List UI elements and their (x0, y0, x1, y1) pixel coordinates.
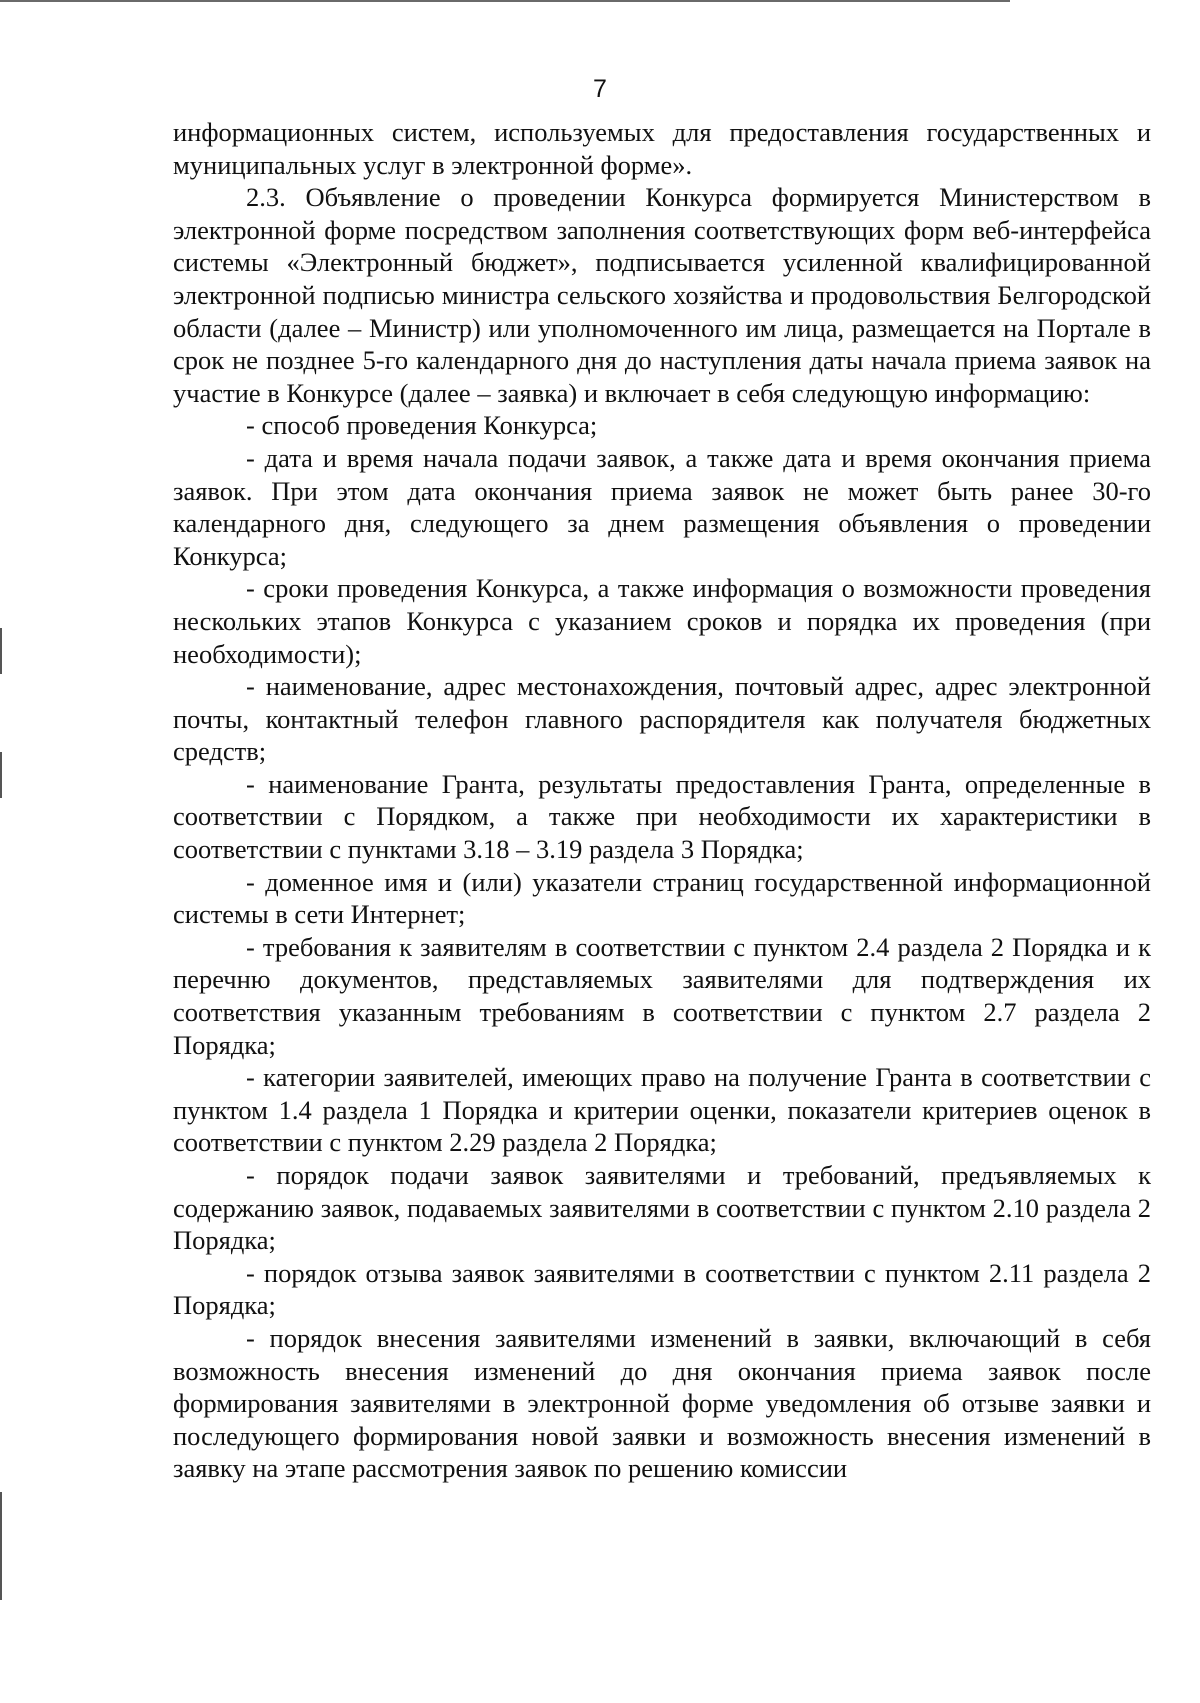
list-item: - категории заявителей, имеющих право на получение Гранта в соответствии с пунктом 1.4 раздела 1 Порядка и критерии оценки, показатели критериев оценок в соответствии с пунктом 2.29 раздела 2 Порядка; (173, 1062, 1151, 1158)
list-item: - наименование Гранта, результаты предоставления Гранта, определенные в соответствии с Порядком, а также при необходимости их характеристики в соответствии с пунктами 3.18 – 3.19 раздела 3 Порядка; (173, 768, 1151, 865)
list-item: - доменное имя и (или) указатели страниц государственной информационной системы в сети Интернет; (173, 866, 1151, 930)
document-body (173, 116, 1151, 1485)
list-item: - порядок отзыва заявок заявителями в соответствии с пунктом 2.11 раздела 2 Порядка; (173, 1257, 1151, 1321)
paragraph: 2.3. Объявление о проведении Конкурса формируется Министерством в электронной форме посредством заполнения соответствующих форм веб-интерфейса системы «Электронный бюджет», подписывается усиленной квалифицированной электронной подписью министра сельского хозяйства и продовольствия Белгородской области (далее – Министр) или уполномоченного им лица, размещается на Портале в срок не позднее 5-го календарного дня до наступления даты начала приема заявок на участие в Конкурсе (далее – заявка) и включает в себя следующую информацию: (173, 182, 1151, 408)
paragraph: информационных систем, используемых для предоставления государственных и муниципальных услуг в электронной форме». (173, 117, 1151, 180)
page-number: 7 (593, 75, 607, 103)
list-item: - сроки проведения Конкурса, а также информация о возможности проведения нескольких этапов Конкурса с указанием сроков и порядка их проведения (при необходимости); (173, 573, 1151, 669)
scan-top-rule (0, 0, 1010, 2)
list-item: - дата и время начала подачи заявок, а также дата и время окончания приема заявок. При этом дата окончания приема заявок не может быть ранее 30-го календарного дня, следующего за днем размещения объявления о проведении Конкурса; (173, 442, 1151, 571)
list-item: - способ проведения Конкурса; (246, 410, 598, 441)
scan-margin-mark (0, 628, 2, 674)
list-item: - наименование, адрес местонахождения, почтовый адрес, адрес электронной почты, контактный телефон главного распорядителя как получателя бюджетных средств; (173, 671, 1151, 767)
scan-margin-mark (0, 1492, 2, 1600)
list-item: - порядок внесения заявителями изменений в заявки, включающий в себя возможность внесения изменений до дня окончания приема заявок после формирования заявителями в электронной форме уведомления об отзыве заявки и последующего формирования новой заявки и возможность внесения изменений в заявку на этапе рассмотрения заявок по решению комиссии (173, 1322, 1151, 1484)
list-item: - требования к заявителям в соответствии с пунктом 2.4 раздела 2 Порядка и к перечню документов, представляемых заявителями для подтверждения их соответствия указанным требованиям в соответствии с пунктом 2.7 раздела 2 Порядка; (173, 931, 1151, 1060)
scan-margin-mark (0, 752, 2, 798)
list-item: - порядок подачи заявок заявителями и требований, предъявляемых к содержанию заявок, подаваемых заявителями в соответствии с пунктом 2.10 раздела 2 Порядка; (173, 1160, 1151, 1256)
